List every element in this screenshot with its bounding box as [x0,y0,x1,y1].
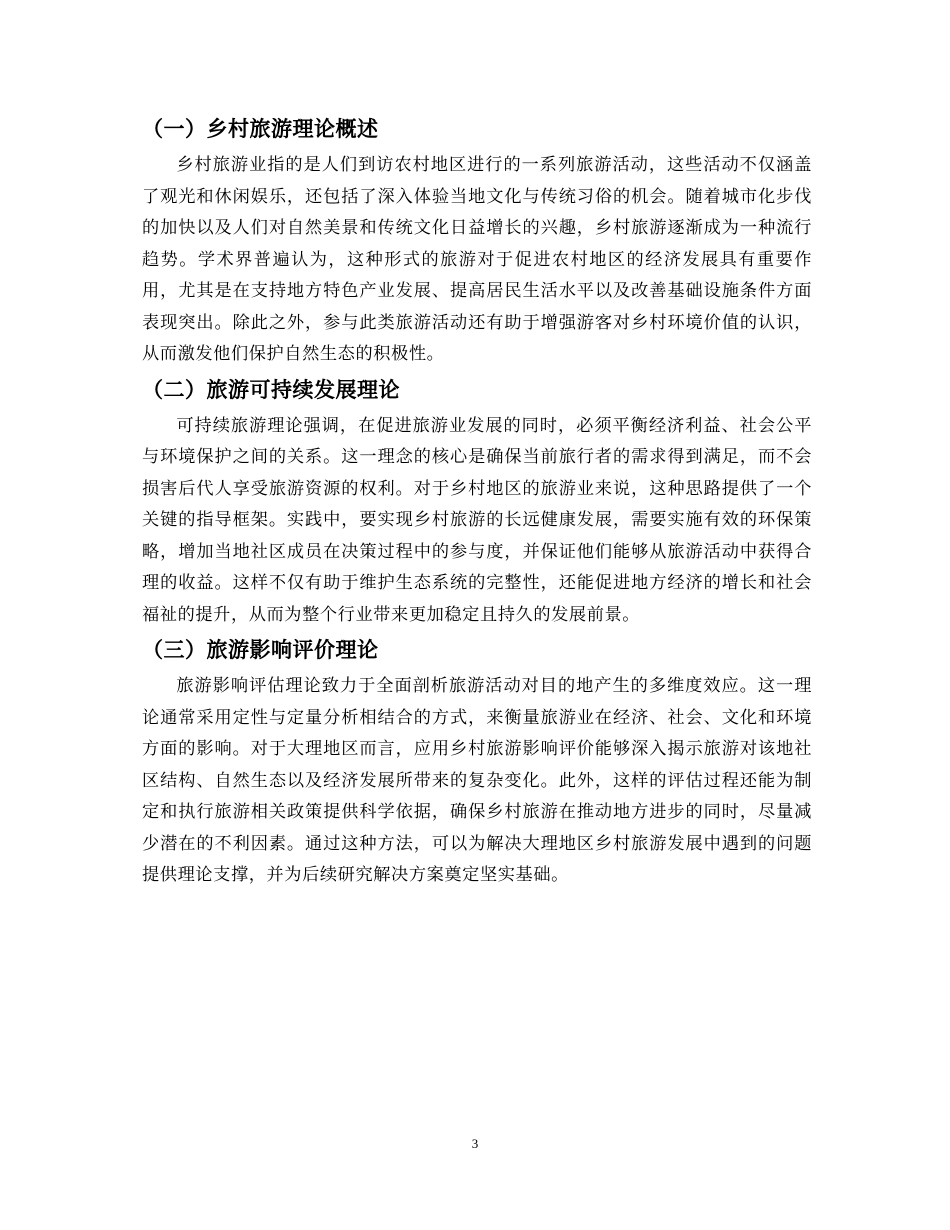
page-number: 3 [471,1136,479,1151]
section-sustainable-development [142,373,812,632]
section-rural-tourism-overview [142,112,812,371]
section-impact-assessment [142,633,812,892]
section-heading: （三）旅游影响评价理论 [142,638,379,662]
section-paragraph: 乡村旅游业指的是人们到访农村地区进行的一系列旅游活动，这些活动不仅涵盖了观光和休闲娱乐，还包括了深入体验当地文化与传统习俗的机会。随着城市化步伐的加快以及人们对自然美景和传统文化日益增长的兴趣，乡村旅游逐渐成为一种流行趋势。学术界普遍认为，这种形式的旅游对于促进农村地区的经济发展具有重要作用，尤其是在支持地方特色产业发展、提高居民生活水平以及改善基础设施条件方面表现突出。除此之外，参与此类旅游活动还有助于增强游客对乡村环境价值的认识，从而激发他们保护自然生态的积极性。 [142,155,812,364]
section-heading: （一）乡村旅游理论概述 [142,117,379,141]
section-paragraph: 旅游影响评估理论致力于全面剖析旅游活动对目的地产生的多维度效应。这一理论通常采用定性与定量分析相结合的方式，来衡量旅游业在经济、社会、文化和环境方面的影响。对于大理地区而言，应用乡村旅游影响评价能够深入揭示旅游对该地社区结构、自然生态以及经济发展所带来的复杂变化。此外，这样的评估过程还能为制定和执行旅游相关政策提供科学依据，确保乡村旅游在推动地方进步的同时，尽量减少潜在的不利因素。通过这种方法，可以为解决大理地区乡村旅游发展中遇到的问题提供理论支撑，并为后续研究解决方案奠定坚实基础。 [142,676,812,885]
page-content [142,112,812,894]
section-paragraph: 可持续旅游理论强调，在促进旅游业发展的同时，必须平衡经济利益、社会公平与环境保护之间的关系。这一理念的核心是确保当前旅行者的需求得到满足，而不会损害后代人享受旅游资源的权利。对于乡村地区的旅游业来说，这种思路提供了一个关键的指导框架。实践中，要实现乡村旅游的长远健康发展，需要实施有效的环保策略，增加当地社区成员在决策过程中的参与度，并保证他们能够从旅游活动中获得合理的收益。这样不仅有助于维护生态系统的完整性，还能促进地方经济的增长和社会福祉的提升，从而为整个行业带来更加稳定且持久的发展前景。 [142,415,812,625]
section-heading: （二）旅游可持续发展理论 [142,377,400,402]
